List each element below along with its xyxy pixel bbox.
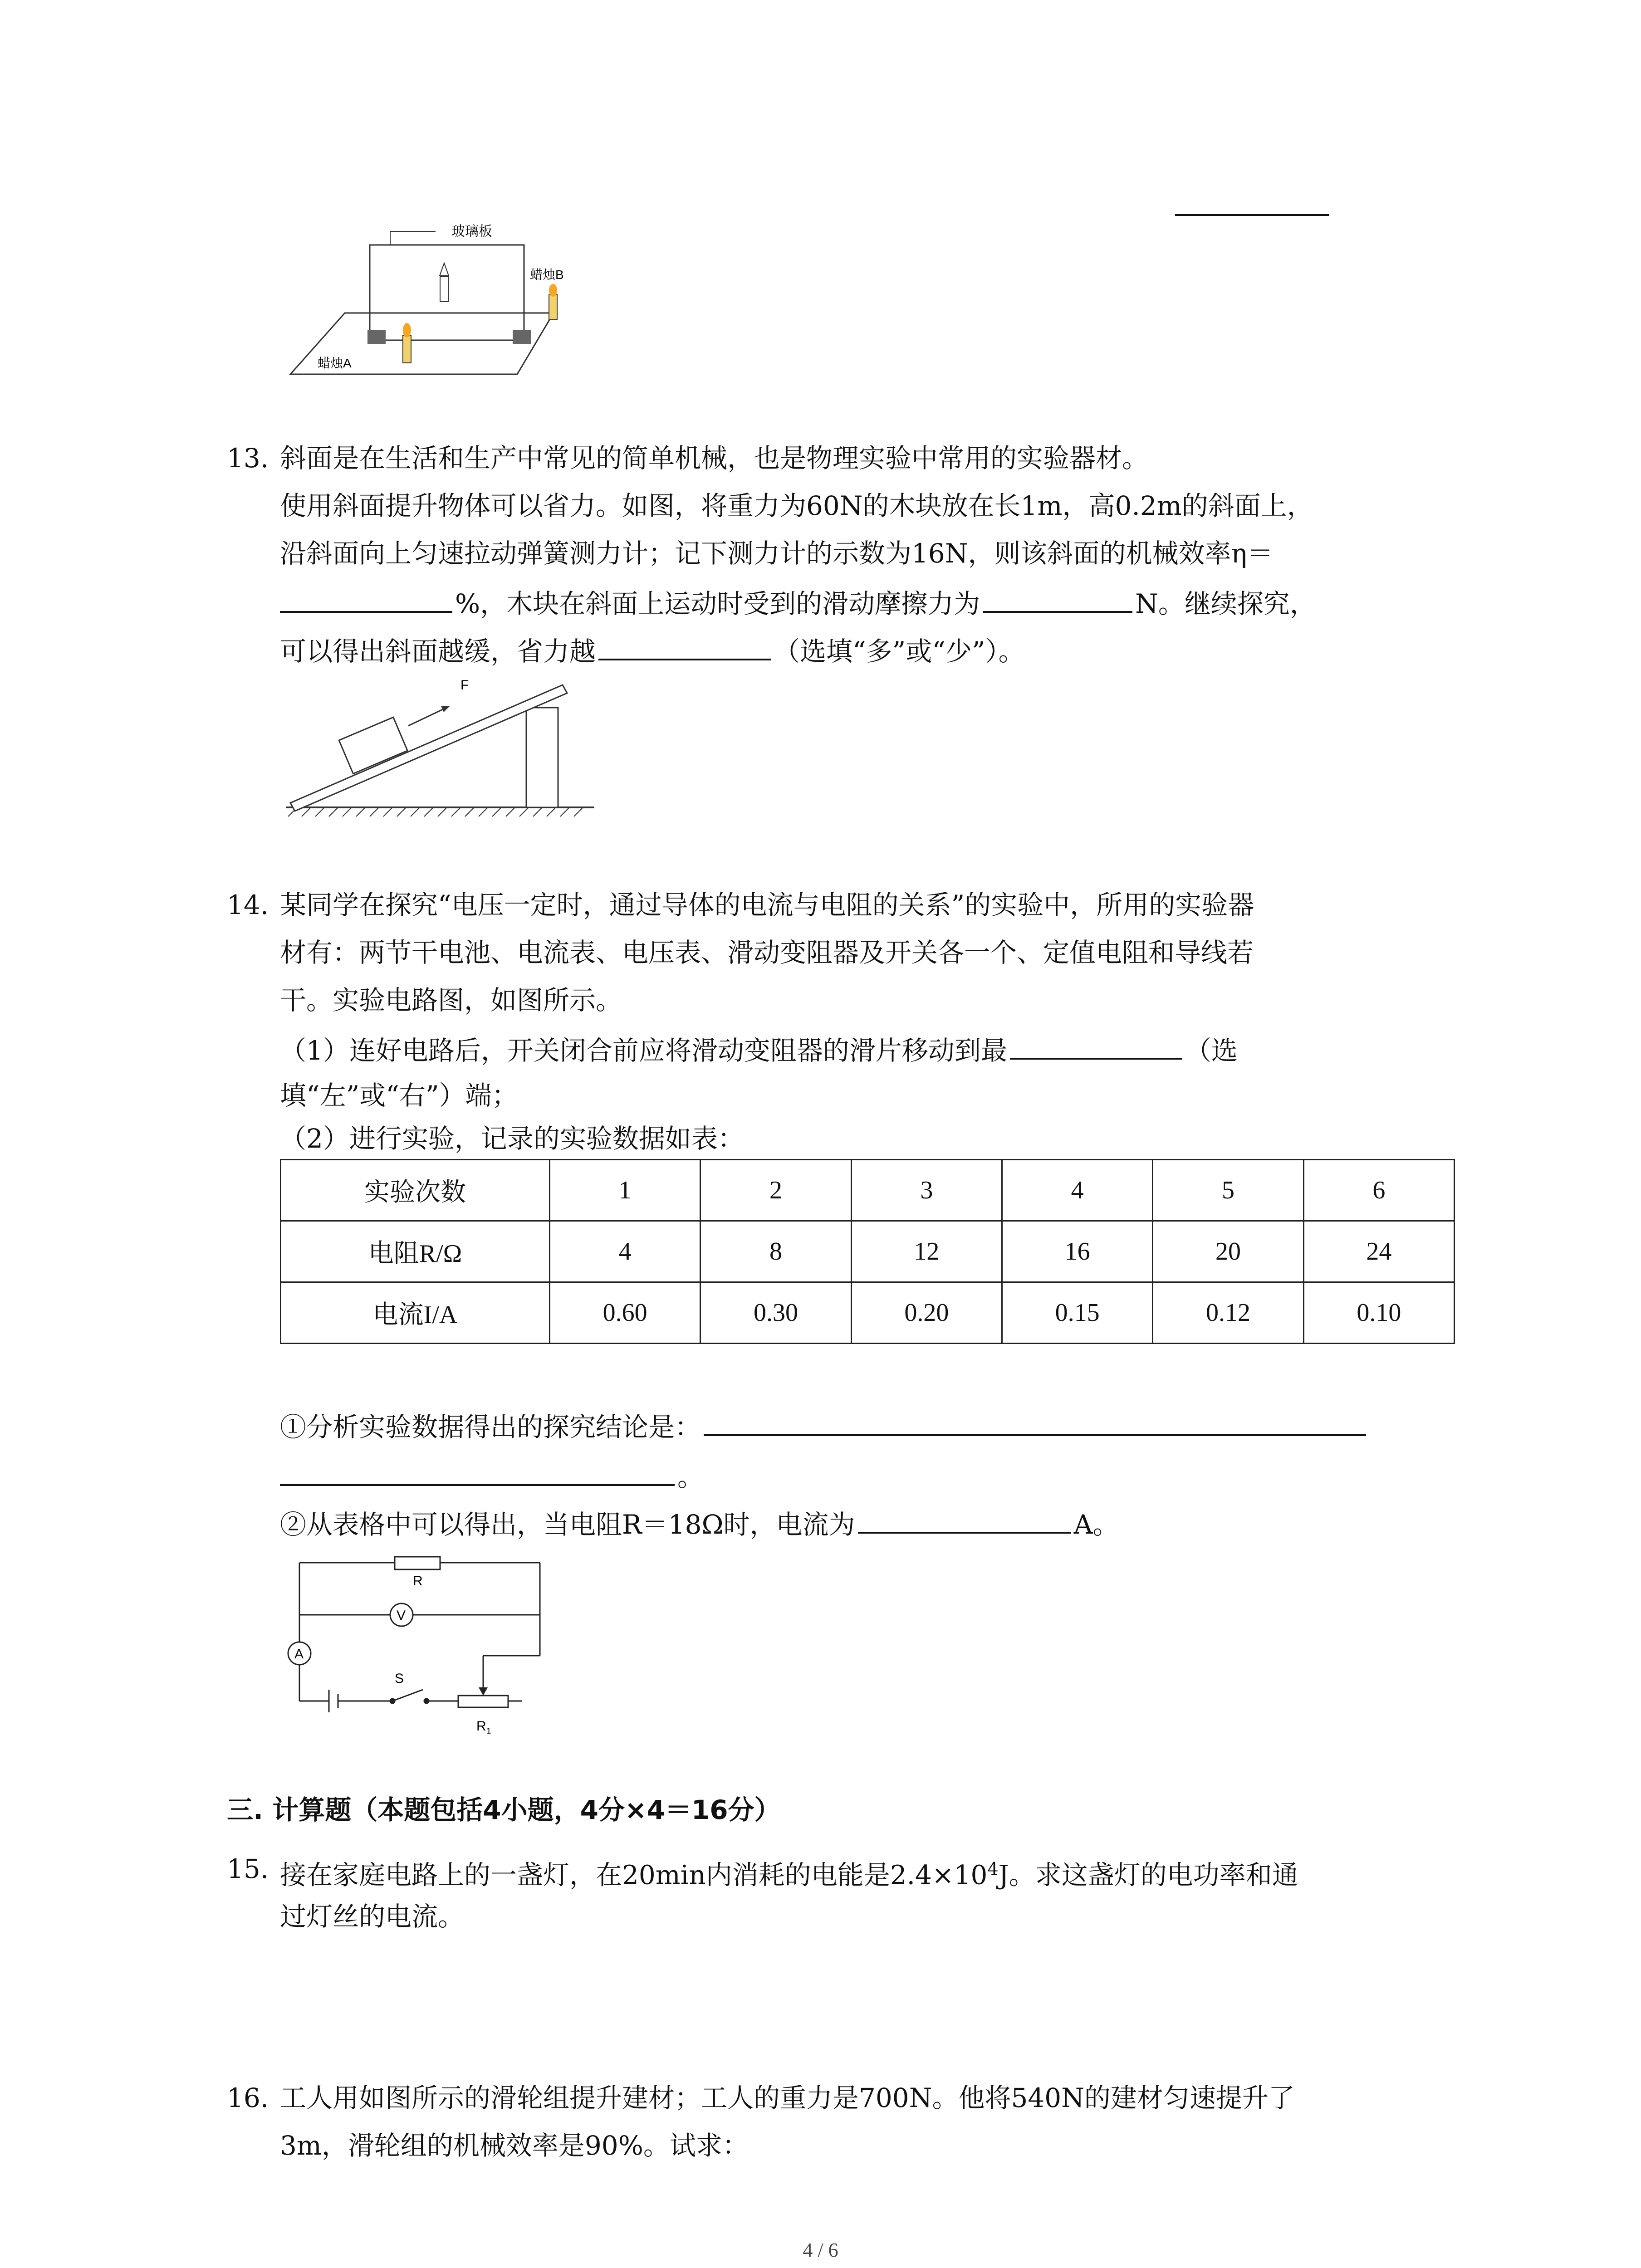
table-cell: 5 [1153, 1160, 1303, 1221]
resistor-r-icon [395, 1557, 440, 1569]
table-cell: 8 [700, 1221, 851, 1282]
q14-part-1-continued: 填“左”或“右”）端； [280, 1080, 518, 1111]
table-cell: 4 [550, 1221, 700, 1282]
q14-conclusion-2 [280, 1504, 1119, 1543]
battery-icon [329, 1690, 338, 1712]
q14-conclusion-2-text-a: ②从表格中可以得出，当电阻R＝18Ω时，电流为 [280, 1509, 855, 1540]
inclined-plane-figure [281, 676, 599, 826]
q13-line-5-text-a: 可以得出斜面越缓，省力越 [280, 636, 596, 667]
circuit-diagram [277, 1551, 567, 1742]
left-right-answer-blank[interactable] [1010, 1030, 1182, 1060]
candle-a-label: 蜡烛A [318, 356, 352, 370]
question-16-number: 16. [227, 2082, 269, 2113]
support-block [526, 708, 558, 807]
conclusion-answer-blank[interactable] [704, 1406, 1366, 1436]
table-row [281, 1160, 1455, 1221]
q14-line-2: 材有：两节干电池、电流表、电压表、滑动变阻器及开关各一个、定值电阻和导线若 [280, 937, 1254, 968]
q13-line-3: 沿斜面向上匀速拉动弹簧测力计；记下测力计的示数为16N，则该斜面的机械效率η＝ [280, 538, 1274, 569]
candle-b-icon [549, 284, 557, 320]
q14-line-3: 干。实验电路图，如图所示。 [280, 985, 622, 1016]
table-cell: 0.60 [550, 1282, 700, 1344]
table-cell: 0.15 [1002, 1282, 1152, 1344]
table-cell: 24 [1303, 1221, 1454, 1282]
page-number: 4 / 6 [803, 2239, 838, 2261]
q15-line-1-text-a: 接在家庭电路上的一盏灯，在20min内消耗的电能是2.4×10 [280, 1859, 988, 1891]
q14-conclusion-2-text-b: A。 [1073, 1509, 1119, 1540]
table-cell: 0.20 [851, 1282, 1002, 1344]
more-less-answer-blank[interactable] [598, 631, 771, 660]
glass-plate-label: 玻璃板 [451, 224, 492, 239]
table-row [281, 1282, 1455, 1344]
q16-line-1: 工人用如图所示的滑轮组提升建材；工人的重力是700N。他将540N的建材匀速提升了 [280, 2082, 1295, 2113]
q14-conclusion-1-end: 。 [677, 1461, 704, 1492]
experiment-data-table [280, 1159, 1455, 1344]
q14-line-1: 某同学在探究“电压一定时，通过导体的电流与电阻的关系”的实验中，所用的实验器 [280, 890, 1254, 920]
q15-line-1-text-b: J。求这盏灯的电功率和通 [998, 1859, 1298, 1891]
switch-label: S [395, 1671, 404, 1686]
q16-line-2: 3m，滑轮组的机械效率是90%。试求： [280, 2130, 749, 2161]
ammeter-label: A [294, 1647, 304, 1662]
answer-blank-previous [1175, 214, 1329, 216]
table-cell: 0.10 [1303, 1282, 1454, 1344]
switch-icon [390, 1690, 429, 1703]
table-cell: 0.12 [1153, 1282, 1303, 1344]
question-15-number: 15. [227, 1853, 269, 1884]
efficiency-answer-blank[interactable] [280, 583, 452, 613]
voltmeter-label: V [397, 1608, 406, 1623]
rheostat-label: $R_1$ [476, 1719, 491, 1736]
mirror-experiment-figure [281, 218, 572, 386]
support-left [367, 330, 386, 344]
table-cell: 3 [851, 1160, 1002, 1221]
table-cell: 6 [1303, 1160, 1454, 1221]
table-cell: 电流I/A [281, 1282, 550, 1344]
q14-part-1-text-b: （选 [1185, 1035, 1238, 1066]
current-answer-blank[interactable] [858, 1504, 1071, 1534]
q14-conclusion-1-text: ①分析实验数据得出的探究结论是： [280, 1412, 701, 1442]
table-cell: 实验次数 [281, 1160, 550, 1221]
conclusion-answer-blank-continued[interactable] [280, 1456, 675, 1486]
candle-a-image-icon [440, 263, 449, 302]
force-label: F [460, 678, 469, 693]
q15-line-2: 过灯丝的电流。 [280, 1901, 465, 1932]
friction-answer-blank[interactable] [983, 583, 1132, 613]
q14-part-1 [280, 1030, 1238, 1069]
table-cell: 12 [851, 1221, 1002, 1282]
ground-hatching [288, 807, 583, 816]
q13-line-5 [280, 631, 1025, 670]
table-cell: 4 [1002, 1160, 1152, 1221]
q14-part-1-text-a: （1）连好电路后，开关闭合前应将滑动变阻器的滑片移动到最 [280, 1035, 1007, 1066]
pull-force-arrow [408, 709, 445, 726]
q14-conclusion-1 [280, 1406, 1369, 1445]
table-cell: 20 [1153, 1221, 1303, 1282]
q13-line-2: 使用斜面提升物体可以省力。如图，将重力为60N的木块放在长1m，高0.2m的斜面上， [280, 490, 1313, 521]
q13-line-1: 斜面是在生活和生产中常见的简单机械，也是物理实验中常用的实验器材。 [280, 443, 1149, 474]
table-cell: 电阻R/Ω [281, 1221, 550, 1282]
question-14-number: 14. [227, 890, 269, 920]
support-right [513, 330, 531, 344]
q14-part-2: （2）进行实验，记录的实验数据如表： [280, 1123, 744, 1154]
q13-line-4 [280, 583, 1316, 622]
section-3-heading: 三. 计算题（本题包括4小题，4分×4＝16分） [227, 1794, 781, 1825]
q14-conclusion-1-continued [280, 1456, 704, 1495]
resistor-r-label: R [413, 1574, 423, 1589]
table-row [281, 1221, 1455, 1282]
q13-line-5-text-b: （选填“多”或“少”）。 [774, 636, 1025, 667]
table-cell: 2 [700, 1160, 851, 1221]
q13-line-4-text-a: %，木块在斜面上运动时受到的滑动摩擦力为 [455, 588, 980, 619]
q13-line-4-text-b: N。继续探究， [1135, 588, 1316, 619]
table-cell: 0.30 [700, 1282, 851, 1344]
table-cell: 1 [550, 1160, 700, 1221]
candle-a-icon [403, 323, 411, 363]
q15-line-1 [280, 1851, 1298, 1893]
question-13-number: 13. [227, 443, 269, 474]
rheostat-r1-icon [458, 1696, 508, 1707]
q15-exponent: 4 [987, 1859, 999, 1879]
candle-b-label: 蜡烛B [530, 268, 564, 282]
table-cell: 16 [1002, 1221, 1152, 1282]
rheostat-slider-arrow [479, 1687, 488, 1696]
